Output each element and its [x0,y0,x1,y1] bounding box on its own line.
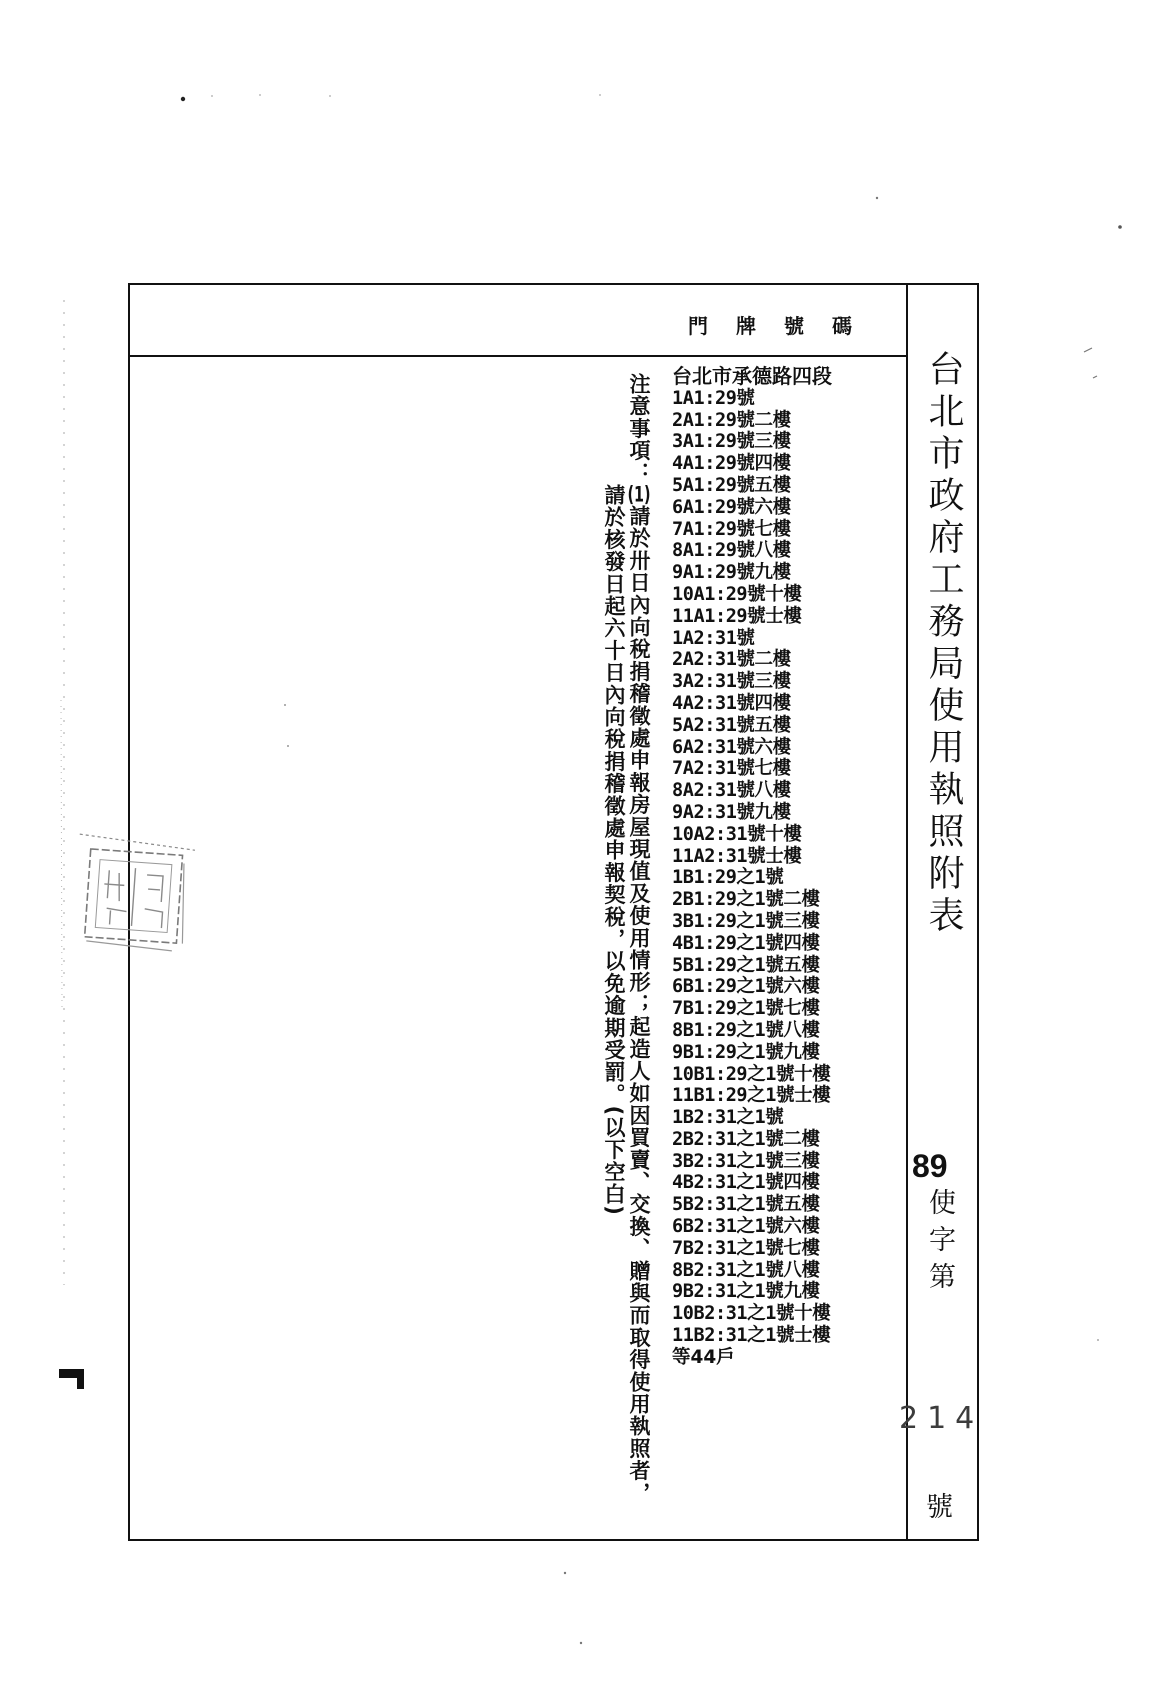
address-line: 6B1:29之1號六樓 [672,976,820,998]
address-line: 10B2:31之1號十樓 [672,1303,831,1325]
address-line: 8A1:29號八樓 [672,540,791,562]
notice-column-1 [628,373,649,1504]
notice-text-part1: 請於卅日內向稅捐稽徵處申報房屋現值及使用情形；起造人如因買賣、交換、贈與而取得使用執照者， [627,505,651,1504]
scan-speck [1118,225,1122,229]
address-line: 7A2:31號七樓 [672,758,791,780]
address-line: 10A2:31號十樓 [672,823,802,845]
permit-year: 89 [912,1148,948,1184]
address-line: 2B2:31之1號二樓 [672,1128,820,1150]
address-line: 3A2:31號三樓 [672,671,791,693]
address-line: 3B1:29之1號三樓 [672,910,820,932]
address-line: 9B1:29之1號九樓 [672,1041,820,1063]
scan-speck [329,95,331,97]
address-line: 5A1:29號五樓 [672,474,791,496]
address-line: 6A1:29號六樓 [672,496,791,518]
notice-heading: 注意事項： [627,373,651,484]
address-line: 4A2:31號四樓 [672,692,791,714]
scan-speck [211,95,213,97]
address-line: 2A2:31號二樓 [672,649,791,671]
address-line: 10A1:29號十樓 [672,583,802,605]
address-line: 2A1:29號二樓 [672,409,791,431]
scan-edge-line [61,700,62,1010]
address-line: 4A1:29號四樓 [672,453,791,475]
address-line: 9A2:31號九樓 [672,801,791,823]
address-line: 1A1:29號 [672,387,755,409]
permit-number-suffix: 號 [926,1492,953,1523]
scan-speck [259,94,261,96]
notice-column-2: 請於核發日起六十日內向稅捐稽徵處申報契稅，以免逾期受罰。(以下空白) [602,484,626,1216]
address-list [672,366,832,1369]
address-line: 9A1:29號九樓 [672,562,791,584]
address-street: 台北市承德路四段 [672,364,832,388]
scan-speck [580,1642,582,1644]
address-line: 5B1:29之1號五樓 [672,954,820,976]
house-number-header: 門牌號碼 [688,314,880,338]
permit-number: 214 [899,1401,984,1436]
address-line: 1B1:29之1號 [672,867,784,889]
permit-series-label: 使字第 [924,1188,955,1299]
address-line: 8B2:31之1號八樓 [672,1259,820,1281]
title-column-divider [906,283,908,1541]
address-line: 6B2:31之1號六樓 [672,1216,820,1238]
address-line: 8A2:31號八樓 [672,780,791,802]
address-line: 2B1:29之1號二樓 [672,889,820,911]
address-line: 7A1:29號七樓 [672,518,791,540]
scan-speck [876,197,878,199]
notice-item-number: (1) [627,484,651,505]
address-line: 9B2:31之1號九樓 [672,1281,820,1303]
address-line: 3A1:29號三樓 [672,431,791,453]
black-scan-mark [59,1369,84,1389]
address-line: 5A2:31號五樓 [672,714,791,736]
address-line: 10B1:29之1號十樓 [672,1063,831,1085]
address-line: 6A2:31號六樓 [672,736,791,758]
address-line: 3B2:31之1號三樓 [672,1150,820,1172]
scan-speck [1097,1339,1099,1341]
scan-speck [564,1572,566,1574]
address-total-count: 等44戶 [672,1346,735,1368]
form-title: 台北市政府工務局使用執照附表 [923,350,964,938]
scan-speck [181,97,185,101]
address-line: 1A2:31號 [672,627,755,649]
address-line: 1B2:31之1號 [672,1107,784,1129]
address-line: 7B1:29之1號七樓 [672,998,820,1020]
header-divider [128,355,907,357]
address-line: 11B1:29之1號士樓 [672,1085,831,1107]
form-frame [128,283,979,1541]
address-line: 11A2:31號士樓 [672,845,802,867]
address-line: 4B2:31之1號四樓 [672,1172,820,1194]
scan-speck [599,94,601,96]
address-line: 5B2:31之1號五樓 [672,1194,820,1216]
scan-speck [1084,348,1097,378]
address-line: 7B2:31之1號七樓 [672,1237,820,1259]
address-line: 8B1:29之1號八樓 [672,1019,820,1041]
address-line: 4B1:29之1號四樓 [672,932,820,954]
address-line: 11A1:29號士樓 [672,605,802,627]
address-line: 11B2:31之1號士樓 [672,1325,831,1347]
